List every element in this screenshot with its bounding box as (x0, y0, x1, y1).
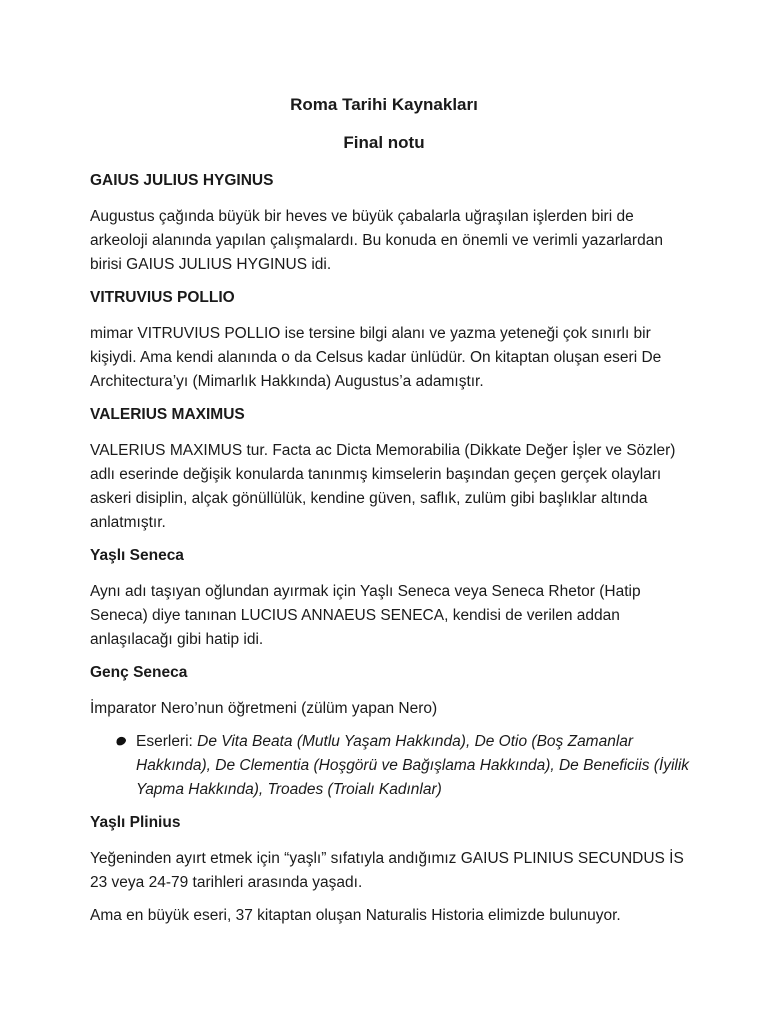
section-heading: Genç Seneca (90, 664, 188, 681)
section-heading: VALERIUS MAXIMUS (90, 406, 245, 423)
document-title: Roma Tarihi Kaynakları (290, 95, 478, 114)
section-heading: Yaşlı Seneca (90, 547, 184, 564)
paragraph: Aynı adı taşıyan oğlundan ayırmak için Yaşlı Seneca veya Seneca Rhetor (Hatip Seneca) diye tanınan LUCIUS ANNAEUS SENECA, kendisi de verilen addan anlaşılacağı gibi hatip idi. (90, 583, 641, 648)
paragraph: Yeğeninden ayırt etmek için “yaşlı” sıfatıyla andığımız GAIUS PLINIUS SECUNDUS İS 23 veya 24-79 tarihleri arasında yaşadı. (90, 850, 684, 891)
paragraph: Ama en büyük eseri, 37 kitaptan oluşan Naturalis Historia elimizde bulunuyor. (90, 907, 621, 924)
document-body (90, 169, 690, 937)
section-vitruvius (90, 286, 690, 394)
section-heading: Yaşlı Plinius (90, 814, 181, 831)
document-subtitle: Final notu (343, 133, 425, 152)
section-heading: GAIUS JULIUS HYGINUS (90, 172, 274, 189)
section-heading: VITRUVIUS POLLIO (90, 289, 235, 306)
section-yasli-seneca (90, 544, 690, 652)
section-valerius (90, 403, 690, 535)
list-item (136, 730, 690, 802)
paragraph: İmparator Nero’nun öğretmeni (zülüm yapan Nero) (90, 700, 438, 717)
section-genc-seneca (90, 661, 690, 802)
paragraph: Augustus çağında büyük bir heves ve büyük çabalarla uğraşılan işlerden biri de arkeoloji alanında yapılan çalışmalardı. Bu konuda en önemli ve verimli yazarlardan birisi GAIUS JULIUS HYGINUS idi. (90, 208, 663, 273)
works-titles: De Vita Beata (Mutlu Yaşam Hakkında), De Otio (Boş Zamanlar Hakkında), De Clementia (Hoşgörü ve Bağışlama Hakkında), De Beneficiis (İyilik Yapma Hakkında), Troades (Troialı Kadınlar) (136, 733, 690, 798)
section-yasli-plinius (90, 811, 690, 928)
paragraph: mimar VITRUVIUS POLLIO ise tersine bilgi alanı ve yazma yeteneği çok sınırlı bir kişiydi. Ama kendi alanında o da Celsus kadar ünlüdür. On kitaptan oluşan eseri De Architectura’yı (Mimarlık Hakkında) Augustus’a adamıştır. (90, 325, 662, 390)
paragraph: VALERIUS MAXIMUS tur. Facta ac Dicta Memorabilia (Dikkate Değer İşler ve Sözler) adlı eserinde değişik konularda tanınmış kimselerin başından geçen gerçek olayları askeri disiplin, alçak gönüllülük, kendine güven, saflık, zulüm gibi başlıklar altında anlatmıştır. (90, 442, 676, 531)
works-list (90, 730, 690, 802)
section-hyginus (90, 169, 690, 277)
works-lead: Eserleri: (136, 733, 198, 750)
bullet-icon (115, 735, 128, 747)
